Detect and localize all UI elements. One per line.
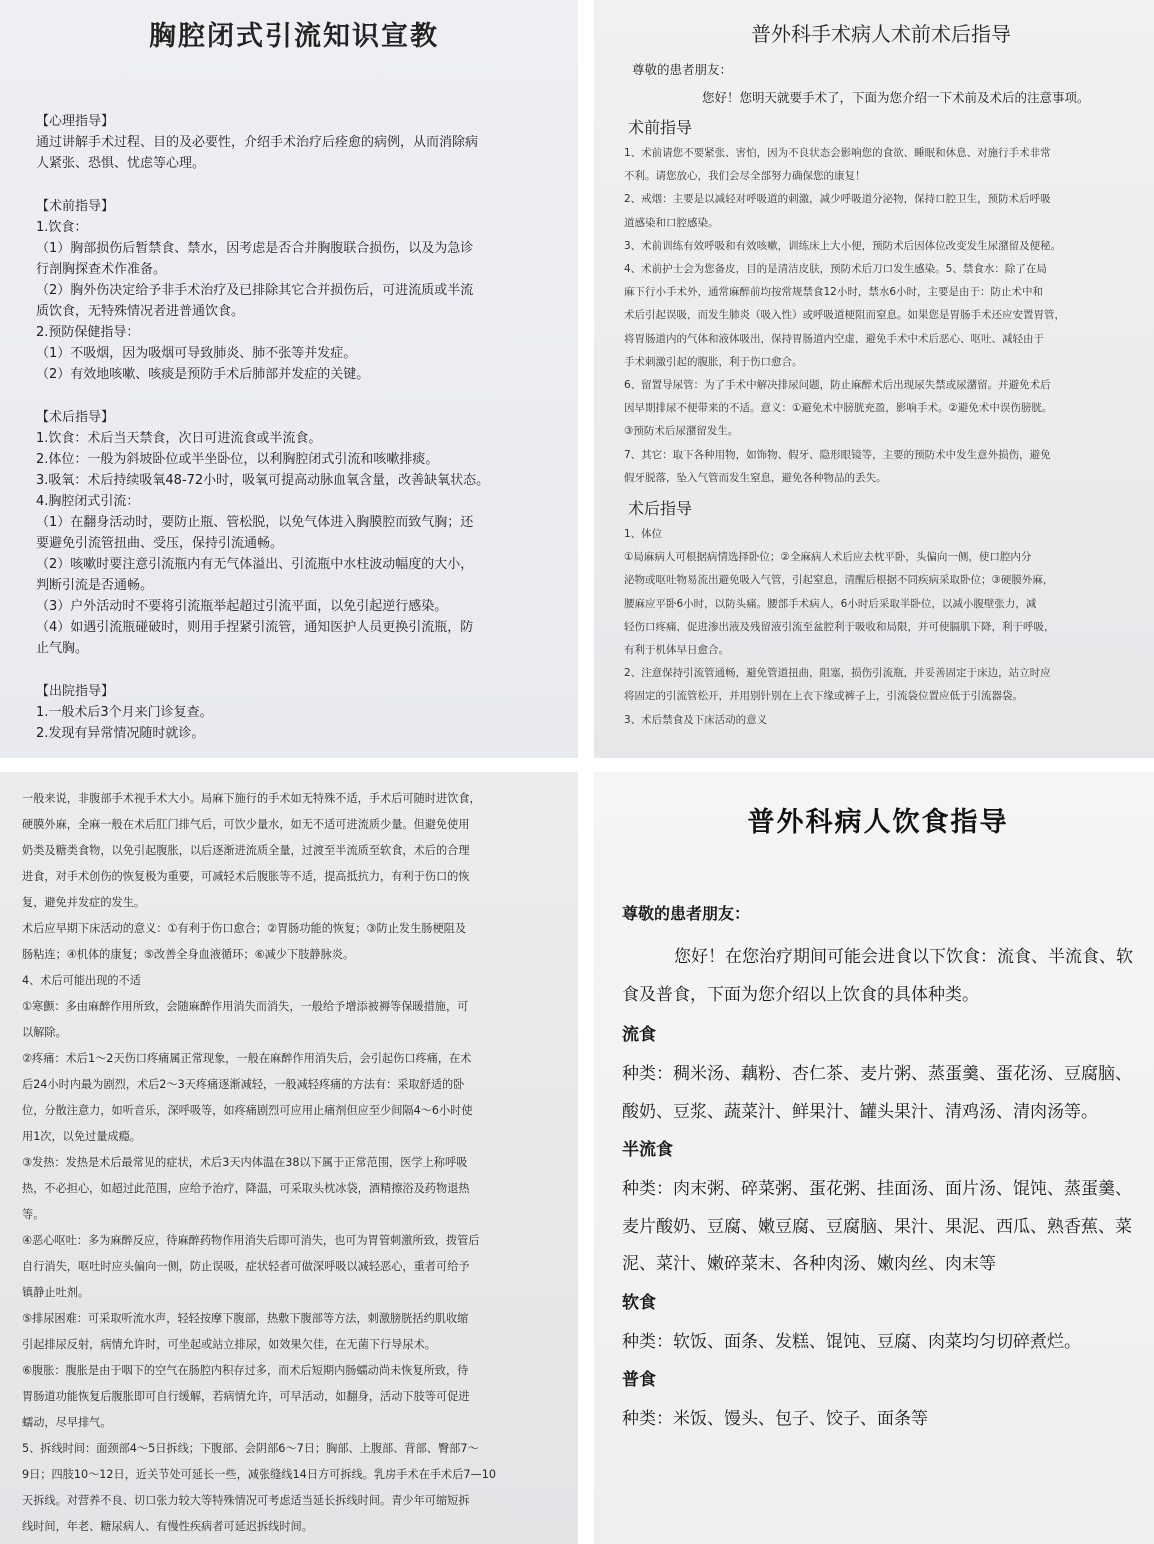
text-line: （1）不吸烟，因为吸烟可导致肺炎、肺不张等并发症。 bbox=[36, 346, 357, 361]
text-line: 人紧张、恐惧、忧虑等心理。 bbox=[36, 156, 206, 171]
section-heading: 【出院指导】 bbox=[36, 684, 115, 699]
post-op-text bbox=[624, 523, 1138, 732]
text-line: ③预防术后尿潴留发生。 bbox=[624, 425, 739, 438]
text-line: 行剖胸探查术作准备。 bbox=[36, 262, 167, 277]
diet-category-items: 种类：肉末粥、碎菜粥、蛋花粥、挂面汤、面片汤、馄饨、蒸蛋羹、麦片酸奶、豆腐、嫩豆腐、豆腐脑、果汁、果泥、西瓜、熟香蕉、菜泥、菜汁、嫩碎菜末、各种肉汤、嫩肉丝、肉末等 bbox=[622, 1179, 1132, 1274]
text-line: 3.吸氧：术后持续吸氧48-72小时，吸氧可提高动脉血氧含量，改善缺氧状态。 bbox=[36, 473, 490, 488]
section-block bbox=[36, 681, 552, 744]
text-line: 胃肠道功能恢复后腹胀即可自行缓解，若病情允许，可早活动，如翻身，活动下肢等可促进 bbox=[22, 1390, 470, 1403]
text-line: 6、留置导尿管：为了手术中解决排尿问题，防止麻醉术后出现尿失禁或尿潴留。并避免术后 bbox=[624, 379, 1051, 392]
diet-category-items: 种类：稠米汤、藕粉、杏仁茶、麦片粥、蒸蛋羹、蛋花汤、豆腐脑、酸奶、豆浆、蔬菜汁、鲜果汁、罐头果汁、清鸡汤、清肉汤等。 bbox=[622, 1064, 1132, 1122]
document-panel-surgery-guidance bbox=[594, 0, 1154, 758]
text-line: 线时间，年老、糖尿病人、有慢性疾病者可延迟拆线时间。 bbox=[22, 1520, 313, 1533]
text-line: ④恶心呕吐：多为麻醉反应，待麻醉药物作用消失后即可消失，也可为胃管刺激所致，拨管后 bbox=[22, 1234, 480, 1247]
greeting: 尊敬的患者朋友： bbox=[632, 62, 733, 77]
text-line: 引起排尿反射，病情允许时，可坐起或站立排尿，如效果欠佳，在无菌下行导尿术。 bbox=[22, 1338, 436, 1351]
text-line: 2.发现有异常情况随时就诊。 bbox=[36, 726, 205, 741]
text-line: 有利于机体早日愈合。 bbox=[624, 644, 729, 657]
document-panel-diet-guidance bbox=[594, 772, 1154, 1544]
text-line: （1）在翻身活动时，要防止瓶、管松脱，以免气体进入胸膜腔而致气胸；还 bbox=[36, 515, 474, 530]
panel-body bbox=[36, 111, 552, 744]
text-line: 以解除。 bbox=[22, 1026, 67, 1039]
text-line: 用1次，以免过量成瘾。 bbox=[22, 1130, 141, 1143]
text-line: 手术刺激引起的腹胀，利于伤口愈合。 bbox=[624, 355, 803, 368]
text-line: ⑥腹胀：腹胀是由于咽下的空气在肠腔内积存过多，而术后短期内肠蠕动尚未恢复所致，待 bbox=[22, 1364, 469, 1377]
section-block bbox=[36, 407, 552, 659]
text-line: 止气胸。 bbox=[36, 641, 89, 656]
text-line: 一般来说，非腹部手术视手术大小。局麻下施行的手术如无特殊不适，手术后可随时进饮食， bbox=[22, 792, 481, 805]
text-line: 2、戒烟：主要是以减轻对呼吸道的刺激，减少呼吸道分泌物，保持口腔卫生，预防术后呼吸 bbox=[624, 193, 1051, 206]
text-line: 等。 bbox=[22, 1208, 45, 1221]
section-block bbox=[36, 196, 552, 385]
text-line: 4、术前护士会为您备皮，目的是清洁皮肤，预防术后刀口发生感染。5、禁食水：除了在局 bbox=[624, 263, 1047, 276]
text-line: 9日；四肢10～12日，近关节处可延长一些，减张缝线14日方可拆线。乳房手术在手术后7—10 bbox=[22, 1468, 496, 1481]
text-line: 7、其它：取下各种用物，如饰物、假牙、隐形眼镜等，主要的预防术中发生意外损伤，避免 bbox=[624, 448, 1051, 461]
text-line: 1、体位 bbox=[624, 528, 663, 541]
section-heading: 【术后指导】 bbox=[36, 410, 115, 425]
section-block bbox=[36, 111, 552, 174]
text-line: 质饮食，无特殊情况者进普通饮食。 bbox=[36, 304, 245, 319]
text-line: ①局麻病人可根据病情选择卧位；②全麻病人术后应去枕平卧，头偏向一侧，使口腔内分 bbox=[624, 551, 1032, 564]
text-line: 不利。请您放心，我们会尽全部努力确保您的康复！ bbox=[624, 170, 866, 183]
text-line: 2、注意保持引流管通畅，避免管道扭曲，阻塞，损伤引流瓶，并妥善固定于床边，站立时应 bbox=[624, 667, 1051, 680]
text-line: 要避免引流管扭曲、受压，保持引流通畅。 bbox=[36, 536, 284, 551]
text-line: 因早期排尿不便带来的不适。意义：①避免术中膀胱充盈，影响手术。②避免术中误伤膀胱。 bbox=[624, 402, 1053, 415]
text-line: 术后应早期下床活动的意义：①有利于伤口愈合；②胃肠功能的恢复；③防止发生肠梗阻及 bbox=[22, 922, 467, 935]
section-heading-pre: 术前指导 bbox=[628, 118, 693, 137]
diet-category-items: 种类：软饭、面条、发糕、馄饨、豆腐、肉菜均匀切碎煮烂。 bbox=[622, 1331, 1081, 1352]
text-line: 腰麻应平卧6小时，以防头痛。腰部手术病人，6小时后采取半卧位，以减小腹壁张力，减 bbox=[624, 597, 1037, 610]
text-line: 术后引起误吸，而发生肺炎（吸入性）或呼吸道梗阻而窒息。如果您是胃肠手术还应安置胃管， bbox=[624, 309, 1065, 322]
text-line: 将固定的引流管松开，并用别针别在上衣下缘或裤子上，引流袋位置应低于引流器袋。 bbox=[624, 690, 1023, 703]
text-line: （3）户外活动时不要将引流瓶举起超过引流平面，以免引起逆行感染。 bbox=[36, 599, 448, 614]
text-line: 3、术后禁食及下床活动的意义 bbox=[624, 713, 768, 726]
text-line: 判断引流是否通畅。 bbox=[36, 578, 154, 593]
text-line: 肠粘连；④机体的康复；⑤改善全身血液循环；⑥减少下肢静脉炎。 bbox=[22, 948, 355, 961]
text-line: 蠕动，尽早排气。 bbox=[22, 1416, 112, 1429]
text-line: 4、术后可能出现的不适 bbox=[22, 974, 141, 987]
section-heading: 【心理指导】 bbox=[36, 114, 115, 129]
text-line: 自行消失，呕吐时应头偏向一侧，防止误吸，症状轻者可做深呼吸以减轻恶心，重者可给予 bbox=[22, 1260, 470, 1273]
text-line: 后24小时内最为剧烈，术后2～3天疼痛逐渐减轻，一般减轻疼痛的方法有：采取舒适的卧 bbox=[22, 1078, 465, 1091]
diet-category-items: 种类：米饭、馒头、包子、饺子、面条等 bbox=[622, 1409, 928, 1429]
text-line: 将胃肠道内的气体和液体吸出，保持胃肠道内空虚，避免手术中术后恶心、呕吐、减轻由于 bbox=[624, 332, 1044, 345]
diet-category-name: 半流食 bbox=[622, 1140, 673, 1160]
text-line: 奶类及糖类食物，以免引起腹胀，以后逐渐进流质全量，过渡至半流质至软食，术后的合理 bbox=[22, 844, 470, 857]
text-line: （1）胸部损伤后暂禁食、禁水，因考虑是否合并胸腹联合损伤，以及为急诊 bbox=[36, 241, 474, 256]
text-line: ②疼痛：术后1～2天伤口疼痛属正常现象，一般在麻醉作用消失后，会引起伤口疼痛，在术 bbox=[22, 1052, 472, 1065]
text-line: ①寒颤：多由麻醉作用所致，会随麻醉作用消失而消失，一般给予增添被褥等保暖措施，可 bbox=[22, 1000, 469, 1013]
text-line: ⑤排尿困难：可采取听流水声，轻轻按摩下腹部，热敷下腹部等方法，刺激膀胱括约肌收缩 bbox=[22, 1312, 469, 1325]
text-line: 2.体位：一般为斜坡卧位或半坐卧位，以利胸腔闭式引流和咳嗽排痰。 bbox=[36, 452, 439, 467]
greeting: 尊敬的患者朋友： bbox=[622, 904, 751, 923]
text-line: 道感染和口腔感染。 bbox=[624, 216, 719, 229]
text-line: 5、拆线时间：面颈部4～5日拆线；下腹部、会阴部6～7日；胸部、上腹部、背部、臀部7～ bbox=[22, 1442, 479, 1455]
text-line: 4.胸腔闭式引流： bbox=[36, 494, 140, 509]
text-line: 3、术前训练有效呼吸和有效咳嗽，训练床上大小便，预防术后因体位改变发生尿潴留及便秘。 bbox=[624, 239, 1062, 252]
text-line: 轻伤口疼痛，促进渗出液及残留液引流至盆腔利于吸收和局限，并可使膈肌下降，利于呼吸， bbox=[624, 620, 1055, 633]
text-line: 硬膜外麻，全麻一般在术后肛门排气后，可饮少量水，如无不适可进流质少量。但避免使用 bbox=[22, 818, 470, 831]
text-line: （2）有效地咳嗽、咳痰是预防手术后肺部并发症的关键。 bbox=[36, 367, 370, 382]
text-line: 泌物或呕吐物易流出避免吸入气管，引起窒息，清醒后根据不同疾病采取卧位；③硬膜外麻， bbox=[624, 574, 1054, 587]
text-line: 1.饮食：术后当天禁食，次日可进流食或半流食。 bbox=[36, 431, 322, 446]
text-line: 麻下行小手术外，通常麻醉前均按常规禁食12小时，禁水6小时，主要是由于：防止术中和 bbox=[624, 286, 1044, 299]
section-heading-post: 术后指导 bbox=[628, 499, 693, 519]
text-line: ③发热：发热是术后最常见的症状，术后3天内体温在38以下属于正常范围，医学上称呼吸 bbox=[22, 1156, 468, 1169]
text-line: 通过讲解手术过程、目的及必要性，介绍手术治疗后痊愈的病例，从而消除病 bbox=[36, 135, 479, 150]
diet-category-name: 流食 bbox=[622, 1025, 656, 1045]
diet-category-name: 软食 bbox=[622, 1292, 656, 1313]
text-line: 进食，对手术创伤的恢复极为重要，可减轻术后腹胀等不适，提高抵抗力，有利于伤口的恢 bbox=[22, 870, 470, 883]
document-panel-chest-drainage bbox=[0, 0, 578, 758]
text-line: 镇静止吐剂。 bbox=[22, 1286, 90, 1299]
text-line: （2）胸外伤决定给予非手术治疗及已排除其它合并损伤后，可进流质或半流 bbox=[36, 283, 474, 298]
document-panel-continued bbox=[0, 772, 578, 1544]
diet-categories bbox=[622, 1018, 1134, 1439]
text-line: （4）如遇引流瓶碰破时，则用手捏紧引流管，通知医护人员更换引流瓶，防 bbox=[36, 620, 474, 635]
section-heading: 【术前指导】 bbox=[36, 199, 115, 214]
text-line: 复，避免并发症的发生。 bbox=[22, 896, 146, 909]
diet-category-name: 普食 bbox=[622, 1370, 656, 1390]
panel-body bbox=[22, 786, 556, 1540]
text-line: （2）咳嗽时要注意引流瓶内有无气体溢出、引流瓶中水柱波动幅度的大小， bbox=[36, 557, 474, 572]
panel-title: 胸腔闭式引流知识宣教 bbox=[149, 21, 439, 52]
text-line: 1、术前请您不要紧张、害怕，因为不良状态会影响您的食欲、睡眠和休息、对施行手术非常 bbox=[624, 147, 1051, 159]
text-line: 2.预防保健指导： bbox=[36, 325, 140, 340]
text-line: 假牙脱落，坠入气管而发生窒息，避免各种物品的丢失。 bbox=[624, 471, 887, 484]
text-line: 天拆线。对营养不良、切口张力较大等特殊情况可考虑适当延长拆线时间。青少年可缩短拆 bbox=[22, 1494, 470, 1507]
intro-text: 您好！在您治疗期间可能会进食以下饮食：流食、半流食、软食及普食，下面为您介绍以上饮食的具体种类。 bbox=[622, 947, 1133, 1005]
text-line: 热，不必担心，如超过此范围，应给予治疗，降温，可采取头枕冰袋，酒精擦浴及药物退热 bbox=[22, 1182, 470, 1195]
panel-title: 普外科病人饮食指导 bbox=[747, 807, 1009, 838]
text-line: 1.饮食： bbox=[36, 220, 88, 235]
pre-op-text bbox=[624, 142, 1138, 490]
text-line: 1.一般术后3个月来门诊复查。 bbox=[36, 705, 213, 720]
text-line: 位，分散注意力，如听音乐，深呼吸等，如疼痛剧烈可应用止痛剂但应至少间隔4～6小时使 bbox=[22, 1104, 473, 1117]
panel-title: 普外科手术病人术前术后指导 bbox=[751, 22, 1011, 46]
intro-text: 您好！您明天就要手术了，下面为您介绍一下术前及术后的注意事项。 bbox=[702, 90, 1090, 105]
